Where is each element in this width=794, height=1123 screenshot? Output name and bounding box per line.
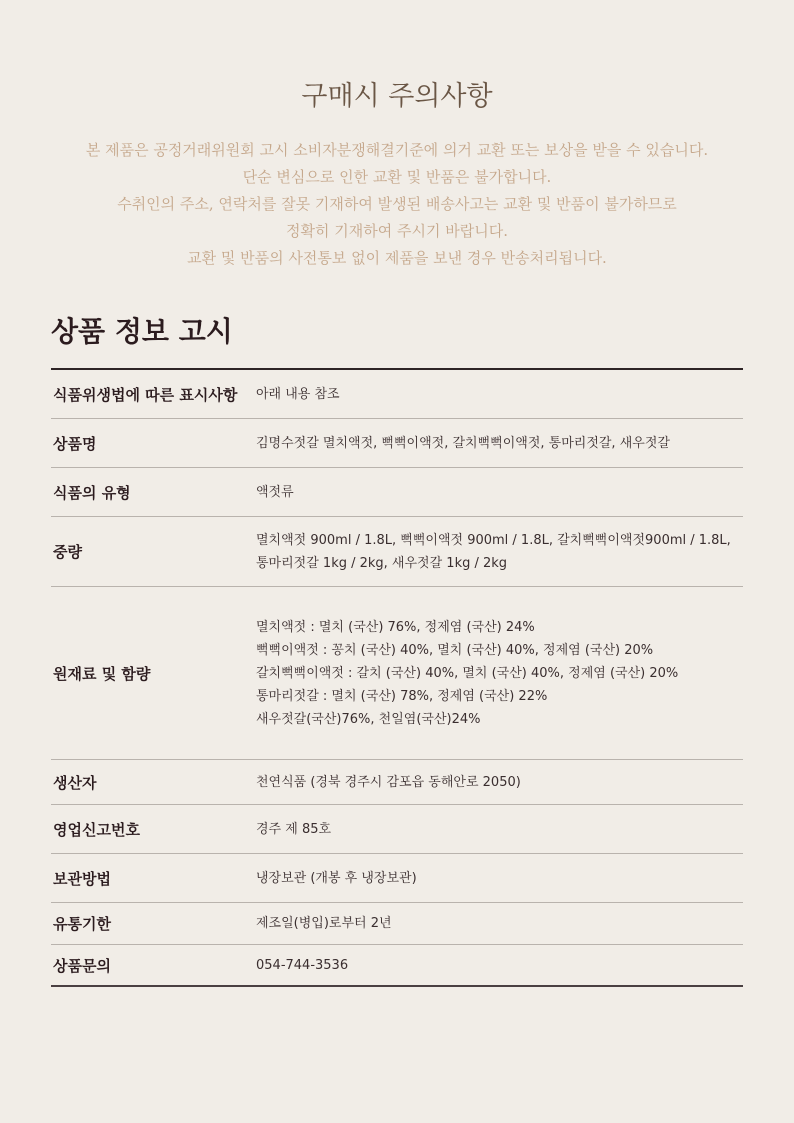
notice-line: 단순 변심으로 인한 교환 및 반품은 불가합니다. xyxy=(242,168,552,186)
table-row-product-name xyxy=(51,419,743,468)
notice-line: 교환 및 반품의 사전통보 없이 제품을 보낸 경우 반송처리됩니다. xyxy=(187,249,607,267)
table-row-storage xyxy=(51,854,743,903)
row-label: 상품문의 xyxy=(53,956,111,975)
row-value xyxy=(256,529,743,575)
value-line: 아래 내용 참조 xyxy=(256,386,340,402)
row-value xyxy=(256,771,743,794)
table-row-producer xyxy=(51,760,743,805)
row-value xyxy=(256,481,743,504)
product-info-table xyxy=(51,368,743,987)
row-value xyxy=(256,432,743,455)
row-label: 보관방법 xyxy=(53,869,111,888)
value-line: 통마리젓갈 : 멸치 (국산) 78%, 정제염 (국산) 22% xyxy=(256,688,548,704)
value-line: 냉장보관 (개봉 후 냉장보관) xyxy=(256,870,417,886)
row-value xyxy=(256,954,743,977)
notice-title: 구매시 주의사항 xyxy=(301,81,493,112)
table-row-weight xyxy=(51,517,743,587)
table-row-ingredients xyxy=(51,587,743,760)
row-value xyxy=(256,818,743,841)
value-line: 천연식품 (경북 경주시 감포읍 동해안로 2050) xyxy=(256,774,521,790)
table-row-labeling xyxy=(51,370,743,419)
notice-line: 수취인의 주소, 연락처를 잘못 기재하여 발생된 배송사고는 교환 및 반품이 불가하므로 xyxy=(117,195,677,213)
row-label: 원재료 및 함량 xyxy=(53,664,151,683)
value-line: 갈치뻑뻑이액젓 : 갈치 (국산) 40%, 멸치 (국산) 40%, 정제염 (국산) 20% xyxy=(256,665,679,681)
value-line: 김명수젓갈 멸치액젓, 뻑뻑이액젓, 갈치뻑뻑이액젓, 통마리젓갈, 새우젓갈 xyxy=(256,435,670,451)
row-label: 생산자 xyxy=(53,773,97,792)
value-line: 뻑뻑이액젓 : 꽁치 (국산) 40%, 멸치 (국산) 40%, 정제염 (국산) 20% xyxy=(256,642,654,658)
table-row-food-type xyxy=(51,468,743,517)
row-label: 유통기한 xyxy=(53,915,111,933)
phone-number: 054-744-3536 xyxy=(256,957,349,973)
row-value xyxy=(256,912,743,935)
value-line: 멸치액젓 900ml / 1.8L, 뻑뻑이액젓 900ml / 1.8L, 갈치뻑뻑이액젓900ml / 1.8L, xyxy=(256,532,731,548)
notice-line: 본 제품은 공정거래위원회 고시 소비자분쟁해결기준에 의거 교환 또는 보상을 받을 수 있습니다. xyxy=(85,141,709,159)
row-label: 영업신고번호 xyxy=(53,820,140,839)
row-label: 중량 xyxy=(53,543,82,561)
notice-line: 정확히 기재하여 주시기 바랍니다. xyxy=(286,222,508,240)
row-label: 식품의 유형 xyxy=(53,483,131,502)
value-line: 액젓류 xyxy=(256,484,294,500)
row-label: 식품위생법에 따른 표시사항 xyxy=(53,385,238,404)
table-row-expiry xyxy=(51,903,743,945)
value-line: 통마리젓갈 1kg / 2kg, 새우젓갈 1kg / 2kg xyxy=(256,555,508,571)
table-row-inquiry xyxy=(51,945,743,987)
product-info-title: 상품 정보 고시 xyxy=(51,315,233,348)
row-value xyxy=(256,867,743,890)
row-label: 상품명 xyxy=(53,434,97,453)
row-value xyxy=(256,616,743,731)
table-row-business-number xyxy=(51,805,743,854)
value-line: 제조일(병입)로부터 2년 xyxy=(256,916,392,931)
value-line: 경주 제 85호 xyxy=(256,821,332,837)
row-value xyxy=(256,383,743,406)
notice-text xyxy=(0,137,794,272)
value-line: 새우젓갈(국산)76%, 천일염(국산)24% xyxy=(256,711,481,727)
value-line: 멸치액젓 : 멸치 (국산) 76%, 정제염 (국산) 24% xyxy=(256,619,535,635)
